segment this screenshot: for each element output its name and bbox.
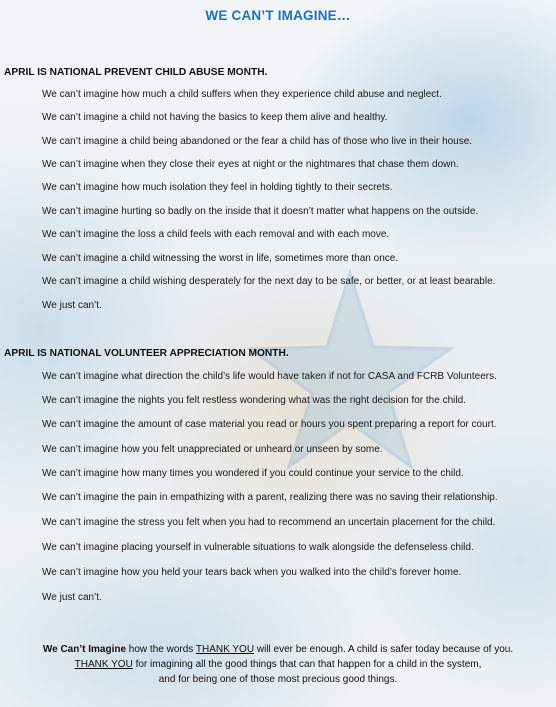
list-item: We can’t imagine how much a child suffers when they experience child abuse and neglect. [42,89,442,100]
list-item: We can’t imagine a child wishing desperately for the next day to be safe, or better, or at least bearable. [42,276,496,287]
list-item: We can’t imagine what direction the child’s life would have taken if not for CASA and FCRB Volunteers. [42,371,497,382]
list-item: We can’t imagine a child being abandoned or the fear a child has of those who live in their house. [42,136,473,147]
list-item: We just can’t. [42,592,102,603]
section-heading-child-abuse: APRIL IS NATIONAL PREVENT CHILD ABUSE MONTH. [4,67,268,78]
closing-bold-phrase: We Can’t Imagine [42,644,127,655]
list-item: We can’t imagine how you held your tears back when you walked into the child’s forever home. [42,567,462,578]
closing-line-1 [0,642,556,657]
list-item: We just can’t. [42,300,102,311]
list-item: We can’t imagine hurting so badly on the inside that it doesn’t matter what happens on the outside. [42,206,479,217]
list-item: We can’t imagine the loss a child feels with each removal and with each move. [42,229,390,240]
list-item: We can’t imagine how many times you wondered if you could continue your service to the child. [42,468,464,479]
closing-line-2 [0,657,556,672]
list-item: We can’t imagine how you felt unappreciated or unheard or unseen by some. [42,444,383,455]
closing-message [0,642,556,687]
page-title: WE CAN’T IMAGINE… [205,8,351,23]
closing-text: for imagining all the good things that can that happen for a child in the system, [132,659,482,670]
section-heading-volunteer-appreciation: APRIL IS NATIONAL VOLUNTEER APPRECIATION MONTH. [4,348,289,359]
list-item: We can’t imagine a child not having the basics to keep them alive and healthy. [42,112,388,123]
closing-text: how the words [126,644,196,655]
thank-you-underlined: THANK YOU [74,659,133,670]
list-item: We can’t imagine a child witnessing the worst in life, sometimes more than once. [42,253,399,264]
list-item: We can’t imagine when they close their eyes at night or the nightmares that chase them down. [42,159,459,170]
closing-line-3: and for being one of those most precious good things. [158,674,398,685]
list-item: We can’t imagine the amount of case material you read or hours you spent preparing a report for court. [42,419,497,430]
list-item: We can’t imagine how much isolation they feel in holding tightly to their secrets. [42,182,393,193]
list-item: We can’t imagine placing yourself in vulnerable situations to walk alongside the defenseless child. [42,542,474,553]
closing-text: will ever be enough. A child is safer today because of you. [254,644,514,655]
list-item: We can’t imagine the stress you felt when you had to recommend an uncertain placement for the child. [42,517,496,528]
list-item: We can’t imagine the pain in empathizing with a parent, realizing there was no saving their relationship. [42,492,498,503]
list-item: We can’t imagine the nights you felt restless wondering what was the right decision for the child. [42,395,466,406]
thank-you-underlined: THANK YOU [195,644,255,655]
